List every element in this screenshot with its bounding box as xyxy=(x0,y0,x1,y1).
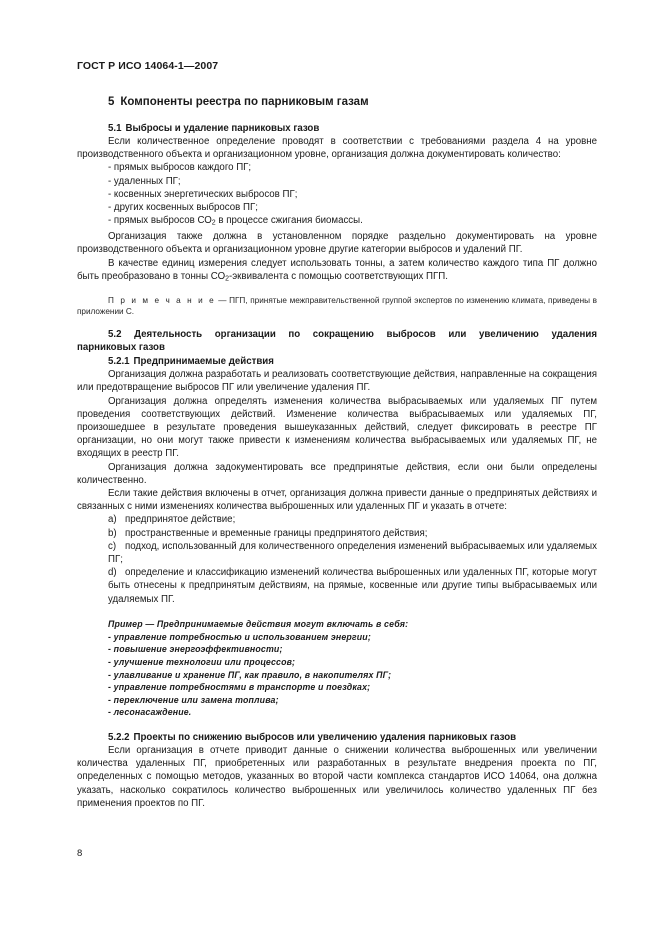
running-header: ГОСТ Р ИСО 14064-1—2007 xyxy=(77,60,219,72)
emission-types-list xyxy=(77,161,597,230)
paragraph-text: Если такие действия включены в отчет, организация должна привести данные о предпринятых действиях и связанных с ними изменениях количества выброшенных или удаленных ПГ и указать в отчете: xyxy=(77,487,597,513)
example-list-item: - улучшение технологии или процессов; xyxy=(108,657,296,668)
clause-5-2-2-paragraph-1 xyxy=(77,744,597,810)
list-item-label: b) xyxy=(108,527,117,539)
co2-text-after: в процессе сжигания биомассы. xyxy=(215,215,363,227)
paragraph-text: Если количественное определение проводят в соответствии с требованиями раздела 4 на уровне производственного объекта и организационном уровне, организация должна документировать количество: xyxy=(77,136,597,161)
clause-5-heading xyxy=(77,94,597,110)
list-item-label: d) xyxy=(108,567,117,579)
list-item-co2 xyxy=(77,214,597,230)
list-item xyxy=(77,513,597,526)
clause-5-2-1-title: Предпринимаемые действия xyxy=(133,356,274,368)
clause-5-number: 5 xyxy=(108,96,115,108)
note-text: — ПГП, принятые межправительственной группой экспертов по изменению климата, приведены в приложении С. xyxy=(77,295,597,317)
list-item: - других косвенных выбросов ПГ; xyxy=(108,202,258,214)
list-item xyxy=(77,540,597,566)
clause-5-1-title: Выбросы и удаление парниковых газов xyxy=(125,123,320,134)
clause-5-2-heading-line-1 xyxy=(77,328,597,341)
example-list xyxy=(108,631,597,719)
list-item: - косвенных энергетических выбросов ПГ; xyxy=(108,188,298,200)
clause-5-1-number: 5.1 xyxy=(108,123,122,134)
note-label: П р и м е ч а н и е xyxy=(108,295,216,305)
list-item: - удаленных ПГ; xyxy=(108,175,181,187)
clause-5-2-2-title: Проекты по снижению выбросов или увеличению удаления парниковых газов xyxy=(133,732,517,744)
paragraph-text-before: В качестве единиц измерения следует использовать тонны, а затем количество каждого типа ПГ должно быть преобразовано в тонны СО xyxy=(77,257,597,282)
clause-5-2-1-paragraph-4 xyxy=(77,487,597,513)
list-item-text: определение и классификацию изменений количества выброшенных или удаленных ПГ, которые могут быть отнесены к предпринятым действиям, на прямые, косвенные или другие типы выбрасываемых или удаляемых ПГ. xyxy=(108,567,597,605)
co2-text-before: - прямых выбросов СО xyxy=(108,215,212,227)
clause-5-2-heading xyxy=(77,328,597,354)
clause-5-2-number: 5.2 xyxy=(108,328,122,340)
list-item xyxy=(77,527,597,540)
clause-5-2-1-number: 5.2.1 xyxy=(108,356,130,368)
clause-5-2-1-paragraph-2 xyxy=(77,395,597,461)
example-list-item: - переключение или замена топлива; xyxy=(108,694,279,705)
paragraph-text: Организация должна задокументировать все предпринятые действия, если они были определены количественно. xyxy=(77,461,597,486)
example-list-item: - повышение энергоэффективности; xyxy=(108,644,283,655)
report-requirements-list xyxy=(77,513,597,605)
example-list-item: - управление потребностью и использованием энергии; xyxy=(108,631,371,642)
paragraph-text-after: -эквивалента с помощью соответствующих ПГП. xyxy=(229,270,448,282)
clause-5-1-paragraph-2 xyxy=(77,230,597,256)
paragraph-text: Если организация в отчете приводит данные о снижении количества выброшенных или увеличении количества удаленных ПГ, приобретенных или разработанных в результате внедрения проекта по ПГ, определенных с помощью методов, указанных во второй части комплекса стандартов ИСО 14064, она должна указать, насколько сократилось количество выброшенных или увеличилось количество удаленных ПГ без применения проектов по ПГ. xyxy=(77,745,597,809)
clause-5-2-2-number: 5.2.2 xyxy=(108,732,130,744)
list-item-text: предпринятое действие; xyxy=(125,514,236,526)
paragraph-text: Организация должна определять изменения количества выбрасываемых или удаляемых ПГ путем проведения соответствующих действий. Изменение количества выбрасываемых или удаляемых ПГ, произошедшее в результате проведения вышеуказанных действий, следует фиксировать в реестре ПГ организации, но они могут также привести к изменениям количества выбрасываемых или удаляемых ПГ, не входящих в реестр ПГ. xyxy=(77,395,597,460)
example-list-item: - лесонасаждение. xyxy=(108,707,192,718)
page-number: 8 xyxy=(77,848,83,859)
clause-5-2-title-part-2: парниковых газов xyxy=(77,341,165,353)
example-list-item: - управление потребностями в транспорте и поездках; xyxy=(108,682,371,693)
list-item-label: c) xyxy=(108,540,117,552)
list-item xyxy=(77,566,597,606)
clause-5-1-heading xyxy=(77,122,597,135)
clause-5-1-paragraph-3 xyxy=(77,257,597,286)
co2-subscript: 2 xyxy=(225,275,230,283)
example-title: Пример — Предпринимаемые действия могут включать в себя: xyxy=(108,618,409,629)
list-item: - прямых выбросов каждого ПГ; xyxy=(108,162,252,174)
co2-subscript: 2 xyxy=(211,219,216,227)
example-list-item: - улавливание и хранение ПГ, как правило, в накопителях ПГ; xyxy=(108,669,392,680)
clause-5-1-paragraph-1 xyxy=(77,135,597,161)
paragraph-text: Организация должна разработать и реализовать соответствующие действия, направленные на сокращения или предотвращение выбросов ПГ или увеличение удаления ПГ. xyxy=(77,369,597,394)
page-content xyxy=(77,60,597,810)
clause-5-title: Компоненты реестра по парниковым газам xyxy=(120,96,369,108)
example-block xyxy=(77,618,597,719)
clause-5-2-1-heading xyxy=(77,355,597,368)
list-item-label: a) xyxy=(108,514,117,526)
paragraph-text: Организация также должна в установленном порядке раздельно документировать на уровне производственного объекта и организационном уровне другие категории выбросов и удалений ПГ. xyxy=(77,231,597,256)
list-item-text: подход, использованный для количественного определения изменений выбрасываемых или удаляемых ПГ; xyxy=(108,540,597,565)
note-block xyxy=(77,295,597,318)
list-item-text: пространственные и временные границы предпринятого действия; xyxy=(125,527,428,539)
clause-5-2-title-part-1: Деятельность организации по сокращению выбросов или увеличению удаления xyxy=(134,328,597,340)
clause-5-2-1-paragraph-3 xyxy=(77,461,597,487)
clause-5-2-2-heading xyxy=(77,731,597,744)
clause-5-2-1-paragraph-1 xyxy=(77,368,597,394)
